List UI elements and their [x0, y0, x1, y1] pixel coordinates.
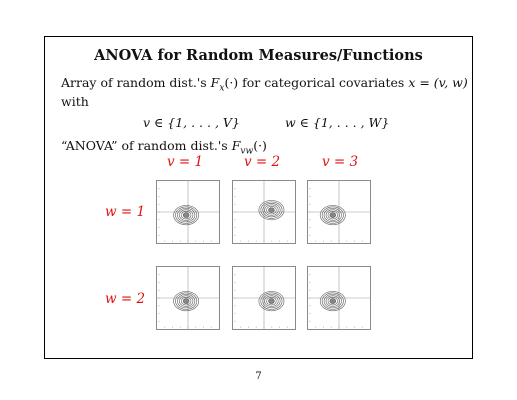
axis-tick: [346, 241, 347, 242]
axis-tick: [309, 219, 310, 220]
page-number: 7: [255, 371, 262, 382]
anova-func-symbol: F: [231, 138, 241, 153]
axis-tick: [234, 235, 235, 236]
axis-tick: [331, 241, 332, 242]
axis-tick: [158, 282, 159, 283]
axis-tick: [234, 196, 235, 197]
axis-tick: [180, 241, 181, 242]
density-panel-r1c3: [307, 180, 371, 244]
slide-title: ANOVA for Random Measures/Functions: [94, 47, 423, 64]
axis-tick: [234, 219, 235, 220]
axis-tick: [234, 290, 235, 291]
axis-tick: [234, 274, 235, 275]
density-contour: [183, 299, 189, 304]
axis-tick: [211, 241, 212, 242]
func-symbol: F: [210, 75, 220, 90]
axis-tick: [158, 212, 159, 213]
axis-tick: [271, 241, 272, 242]
axis-tick: [287, 241, 288, 242]
axis-tick: [164, 241, 165, 242]
axis-tick: [362, 241, 363, 242]
axis-tick: [234, 298, 235, 299]
axis-tick: [323, 327, 324, 328]
axis-tick: [309, 235, 310, 236]
axis-tick: [172, 241, 173, 242]
axis-tick: [234, 313, 235, 314]
axis-tick: [309, 321, 310, 322]
axis-tick: [234, 188, 235, 189]
axis-tick: [158, 305, 159, 306]
axis-tick: [158, 321, 159, 322]
axis-tick: [188, 241, 189, 242]
axis-tick: [234, 227, 235, 228]
axis-tick: [309, 298, 310, 299]
axis-tick: [309, 204, 310, 205]
axis-tick: [234, 204, 235, 205]
axis-tick: [240, 241, 241, 242]
axis-tick: [203, 241, 204, 242]
intro-text: Array of random dist.'s: [61, 75, 211, 90]
density-panel-r1c1: [156, 180, 220, 244]
axis-tick: [256, 327, 257, 328]
contour-plot: [157, 267, 219, 329]
axis-tick: [234, 321, 235, 322]
axis-tick: [309, 188, 310, 189]
axis-tick: [158, 227, 159, 228]
axis-tick: [264, 241, 265, 242]
axis-tick: [309, 196, 310, 197]
axis-tick: [271, 327, 272, 328]
density-contour: [183, 213, 189, 218]
row-label-w1: w = 1: [105, 204, 146, 220]
col-label-v1: v = 1: [167, 154, 204, 170]
anova-line: [61, 138, 267, 157]
contour-plot: [157, 181, 219, 243]
axis-tick: [158, 219, 159, 220]
density-contour: [269, 299, 275, 304]
axis-tick: [234, 282, 235, 283]
axis-tick: [279, 241, 280, 242]
contour-plot: [233, 267, 295, 329]
axis-tick: [172, 327, 173, 328]
set-w: w ∈ {1, . . . , W}: [285, 115, 390, 130]
col-label-v2: v = 2: [244, 154, 281, 170]
density-panel-r1c2: [232, 180, 296, 244]
axis-tick: [158, 196, 159, 197]
axis-tick: [309, 313, 310, 314]
axis-tick: [180, 327, 181, 328]
covariate-eq: x = (v, w): [408, 75, 468, 90]
axis-tick: [234, 212, 235, 213]
axis-tick: [309, 305, 310, 306]
axis-tick: [309, 227, 310, 228]
axis-tick: [309, 274, 310, 275]
axis-tick: [248, 327, 249, 328]
axis-tick: [309, 290, 310, 291]
axis-tick: [234, 305, 235, 306]
axis-tick: [158, 298, 159, 299]
density-contour: [269, 208, 275, 213]
axis-tick: [309, 212, 310, 213]
density-contour: [330, 213, 336, 218]
intro-line: [61, 75, 468, 94]
axis-tick: [331, 327, 332, 328]
intro-text-mid: (·) for categorical covariates: [224, 75, 409, 90]
axis-tick: [362, 327, 363, 328]
axis-tick: [346, 327, 347, 328]
anova-func-subscript: vw: [240, 146, 254, 157]
axis-tick: [287, 327, 288, 328]
axis-tick: [158, 274, 159, 275]
axis-tick: [211, 327, 212, 328]
axis-tick: [203, 327, 204, 328]
axis-tick: [256, 241, 257, 242]
axis-tick: [164, 327, 165, 328]
axis-tick: [354, 327, 355, 328]
axis-tick: [248, 241, 249, 242]
density-panel-r2c3: [307, 266, 371, 330]
set-v: v ∈ {1, . . . , V}: [143, 115, 240, 130]
axis-tick: [158, 204, 159, 205]
axis-tick: [315, 327, 316, 328]
axis-tick: [240, 327, 241, 328]
with-line: with: [61, 94, 89, 109]
axis-tick: [158, 188, 159, 189]
axis-tick: [158, 313, 159, 314]
density-panel-r2c1: [156, 266, 220, 330]
axis-tick: [188, 327, 189, 328]
axis-tick: [279, 327, 280, 328]
axis-tick: [323, 241, 324, 242]
axis-tick: [339, 327, 340, 328]
slide-frame: [44, 36, 473, 359]
axis-tick: [158, 290, 159, 291]
density-panel-r2c2: [232, 266, 296, 330]
axis-tick: [158, 235, 159, 236]
row-label-w2: w = 2: [105, 291, 146, 307]
func-subscript: x: [219, 83, 225, 94]
anova-text-suffix: (·): [253, 138, 267, 153]
axis-tick: [339, 241, 340, 242]
anova-text: “ANOVA” of random dist.'s: [61, 138, 232, 153]
contour-plot: [308, 267, 370, 329]
axis-tick: [195, 241, 196, 242]
axis-tick: [315, 241, 316, 242]
contour-plot: [233, 181, 295, 243]
density-contour: [330, 299, 336, 304]
axis-tick: [309, 282, 310, 283]
axis-tick: [195, 327, 196, 328]
contour-plot: [308, 181, 370, 243]
col-label-v3: v = 3: [322, 154, 359, 170]
axis-tick: [354, 241, 355, 242]
axis-tick: [264, 327, 265, 328]
